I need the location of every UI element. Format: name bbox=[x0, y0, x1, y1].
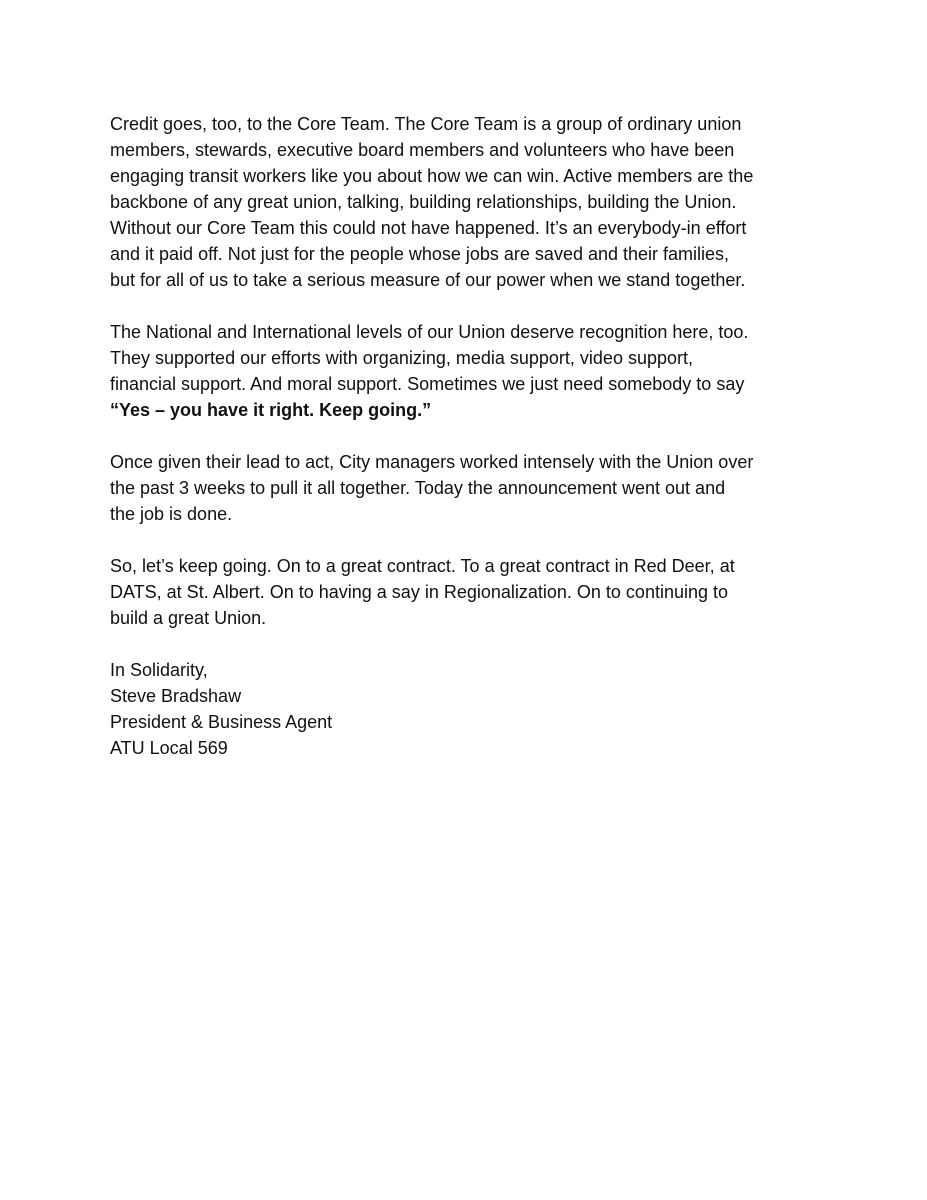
paragraph-core-team: Credit goes, too, to the Core Team. The Core Team is a group of ordinary union members, stewards, executive board members and volunteers who have been engaging transit workers like you about how we can win. Active members are the backbone of any great union, talking, building relationships, building the Union. Without our Core Team this could not have happened. It’s an everybody-in effort and it paid off. Not just for the people whose jobs are saved and their families, but for all of us to take a serious measure of our power when we stand together. bbox=[110, 114, 754, 290]
keep-going-quote: “Yes – you have it right. Keep going.” bbox=[110, 400, 432, 420]
signature-block bbox=[110, 657, 830, 761]
closing: In Solidarity, bbox=[110, 660, 208, 680]
signer-organization: ATU Local 569 bbox=[110, 738, 228, 758]
signer-title: President & Business Agent bbox=[110, 712, 333, 732]
paragraph-city-managers: Once given their lead to act, City managers worked intensely with the Union over the past 3 weeks to pull it all together. Today the announcement went out and the job is done. bbox=[110, 452, 754, 524]
paragraph-national-international-text: The National and International levels of our Union deserve recognition here, too. They supported our efforts with organizing, media support, video support, financial support. And moral support. Sometimes we just need somebody to say bbox=[110, 322, 749, 394]
paragraph-national-international bbox=[110, 319, 830, 423]
signer-name: Steve Bradshaw bbox=[110, 686, 242, 706]
letter-body bbox=[110, 111, 830, 761]
paragraph-keep-going: So, let’s keep going. On to a great contract. To a great contract in Red Deer, at DATS, at St. Albert. On to having a say in Regionalization. On to continuing to build a great Union. bbox=[110, 556, 735, 628]
